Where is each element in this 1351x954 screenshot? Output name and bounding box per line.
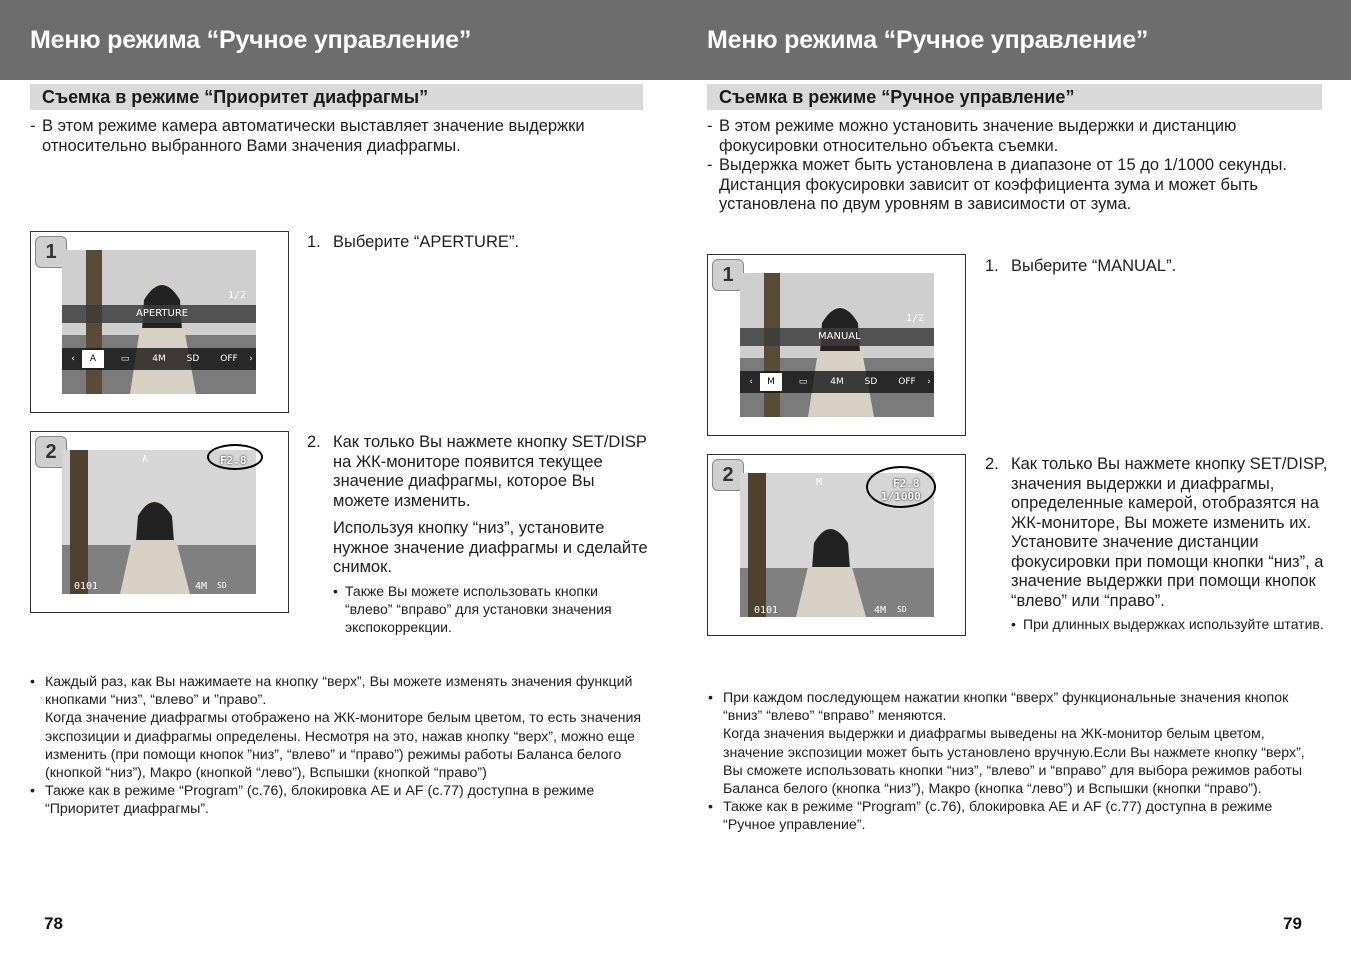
right-notes [708, 689, 1322, 835]
step-badge: 1 [712, 259, 744, 291]
header-bar [0, 0, 1351, 80]
aperture-value: F2.8 [893, 477, 920, 490]
frame-counter: 0101 [74, 581, 99, 592]
lcd-screen [62, 450, 256, 594]
step-badge: 2 [712, 459, 744, 491]
image-size-icon: 4M [830, 377, 844, 387]
right-arrow-icon: › [249, 354, 253, 364]
list-item: - В этом режиме камера автоматически выставляет значение выдержки относительно выбранного Вами значения диафрагмы. [30, 117, 585, 155]
left-page-title: Меню режима “Ручное управление” [30, 26, 472, 54]
left-section-title: Съемка в режиме “Приоритет диафрагмы” [42, 87, 429, 107]
list-item: Когда значение диафрагмы отображено на ЖК-мониторе белым цветом, то есть значения экспозиции и диафрагмы определены. Несмотря на это, нажав кнопку “верх”, можно еще изменить (при помощи кнопок ”низ”, “влево” и “право”) режимы работы Баланса белого (кнопкой “низ”), Макро (кнопкой “лево”), Вспышки (кнопкой “право”) [45, 710, 642, 782]
list-item: • При каждом последующем нажатии кнопки “вверх” функциональные значения кнопок “вниз” “влево” “вправо” меняются. [708, 690, 1289, 725]
sd-card-icon: SD [897, 605, 907, 614]
left-step-1: 1. Выберите “APERTURE”. [307, 233, 519, 251]
right-intro [707, 117, 1319, 215]
white-balance-icon: ▭ [120, 354, 130, 364]
sd-card-icon: SD [864, 377, 878, 387]
left-intro [30, 117, 630, 156]
right-page-title: Меню режима “Ручное управление” [707, 26, 1149, 54]
left-section-bar [30, 84, 643, 110]
menu-label: MANUAL [818, 331, 861, 342]
step-badge: 1 [35, 236, 67, 268]
right-step-1: 1. Выберите “MANUAL”. [985, 257, 1177, 275]
left-figure-1 [30, 231, 289, 413]
sd-card-icon: SD [217, 581, 227, 590]
aperture-mode-icon: A [82, 350, 104, 368]
image-size: 4M [874, 605, 887, 616]
list-item: • Также как в режиме “Program” (с.76), блокировка АЕ и AF (с.77) доступна в режиме “Приоритет диафрагмы”. [30, 783, 595, 818]
flash-off-icon: OFF [898, 377, 916, 387]
list-item: - Выдержка может быть установлена в диапазоне от 15 до 1/1000 секунды. Дистанция фокусировки зависит от коэффициента зума и может быть установлена по двум уровням в зависимости от зума. [707, 156, 1287, 213]
menu-label: APERTURE [136, 308, 189, 319]
highlight-oval [207, 444, 263, 470]
page-indicator: 1/2 [227, 290, 246, 301]
aperture-value: F2.8 [220, 454, 247, 467]
manual-mode-icon: M [760, 373, 782, 391]
step-badge: 2 [35, 436, 67, 468]
white-balance-icon: ▭ [798, 377, 808, 387]
list-item: - В этом режиме можно установить значение выдержки и дистанцию фокусировки относительно объекта съемки. [707, 117, 1237, 155]
right-page-number: 79 [1283, 914, 1302, 933]
list-item: Когда значения выдержки и диафрагмы выведены на ЖК-монитор белым цветом, значение экспозиции может быть установлено вручную.Если Вы нажмете кнопку “верх”, Вы сможете использовать кнопки “низ”, “влево” и “вправо” для выбора режимов работы Баланса белого (кнопка “низ”), Макро (кнопка “лево”) и Вспышки (кнопки “право”). [723, 726, 1305, 798]
shutter-value: 1/1000 [881, 490, 921, 503]
left-step-2: 2. Как только Вы нажмете кнопку SET/DISP на ЖК-мониторе появится текущее значение диафрагмы, которое Вы можете изменить. Используя кнопку “низ”, установите нужное значение диафрагмы и сделайте снимок. • Также Вы можете использовать кнопки “влево” “вправо” для установки значения экспокоррекции. [307, 433, 648, 635]
left-arrow-icon: ‹ [749, 377, 753, 387]
lcd-screen [62, 250, 256, 394]
mode-indicator: M [816, 477, 823, 488]
right-figure-2 [707, 454, 966, 636]
lcd-screen [740, 273, 934, 417]
photo-scene [62, 450, 256, 594]
image-size: 4M [195, 581, 208, 592]
right-step-2: 2. Как только Вы нажмете кнопку SET/DISP, значения выдержки и диафрагмы, определенные камерой, отобразятся на ЖК-мониторе, Вы можете изменить их. Установите значение дистанции фокусировки при помощи кнопки “низ”, а значение выдержки при помощи кнопок “влево” или “право”. • При длинных выдержках используйте штатив. [985, 455, 1330, 633]
page-indicator: 1/2 [905, 313, 924, 324]
flash-off-icon: OFF [220, 354, 238, 364]
sd-card-icon: SD [186, 354, 200, 364]
left-notes [30, 673, 642, 819]
frame-counter: 0101 [754, 605, 779, 616]
image-size-icon: 4M [152, 354, 166, 364]
left-page-number: 78 [44, 914, 63, 933]
right-arrow-icon: › [927, 377, 931, 387]
right-figure-1 [707, 254, 966, 436]
list-item: • Также как в режиме “Program” (с.76), блокировка АЕ и AF (с.77) доступна в режиме “Ручное управление”. [708, 799, 1273, 834]
icon-row [62, 348, 256, 370]
left-arrow-icon: ‹ [71, 354, 75, 364]
tip: • При длинных выдержках используйте штатив. [1011, 616, 1324, 632]
right-section-bar [707, 84, 1322, 110]
right-section-title: Съемка в режиме “Ручное управление” [719, 87, 1075, 107]
highlight-oval [866, 466, 936, 508]
mode-indicator: A [142, 454, 149, 465]
icon-row [740, 371, 934, 393]
tip: • Также Вы можете использовать кнопки “влево” “вправо” для установки значения экспокоррекции. [333, 582, 612, 635]
left-figure-2 [30, 431, 289, 613]
list-item: • Каждый раз, как Вы нажимаете на кнопку “верх”, Вы можете изменять значения функций кнопками “низ”, “влево” и ”право”. [30, 674, 633, 709]
